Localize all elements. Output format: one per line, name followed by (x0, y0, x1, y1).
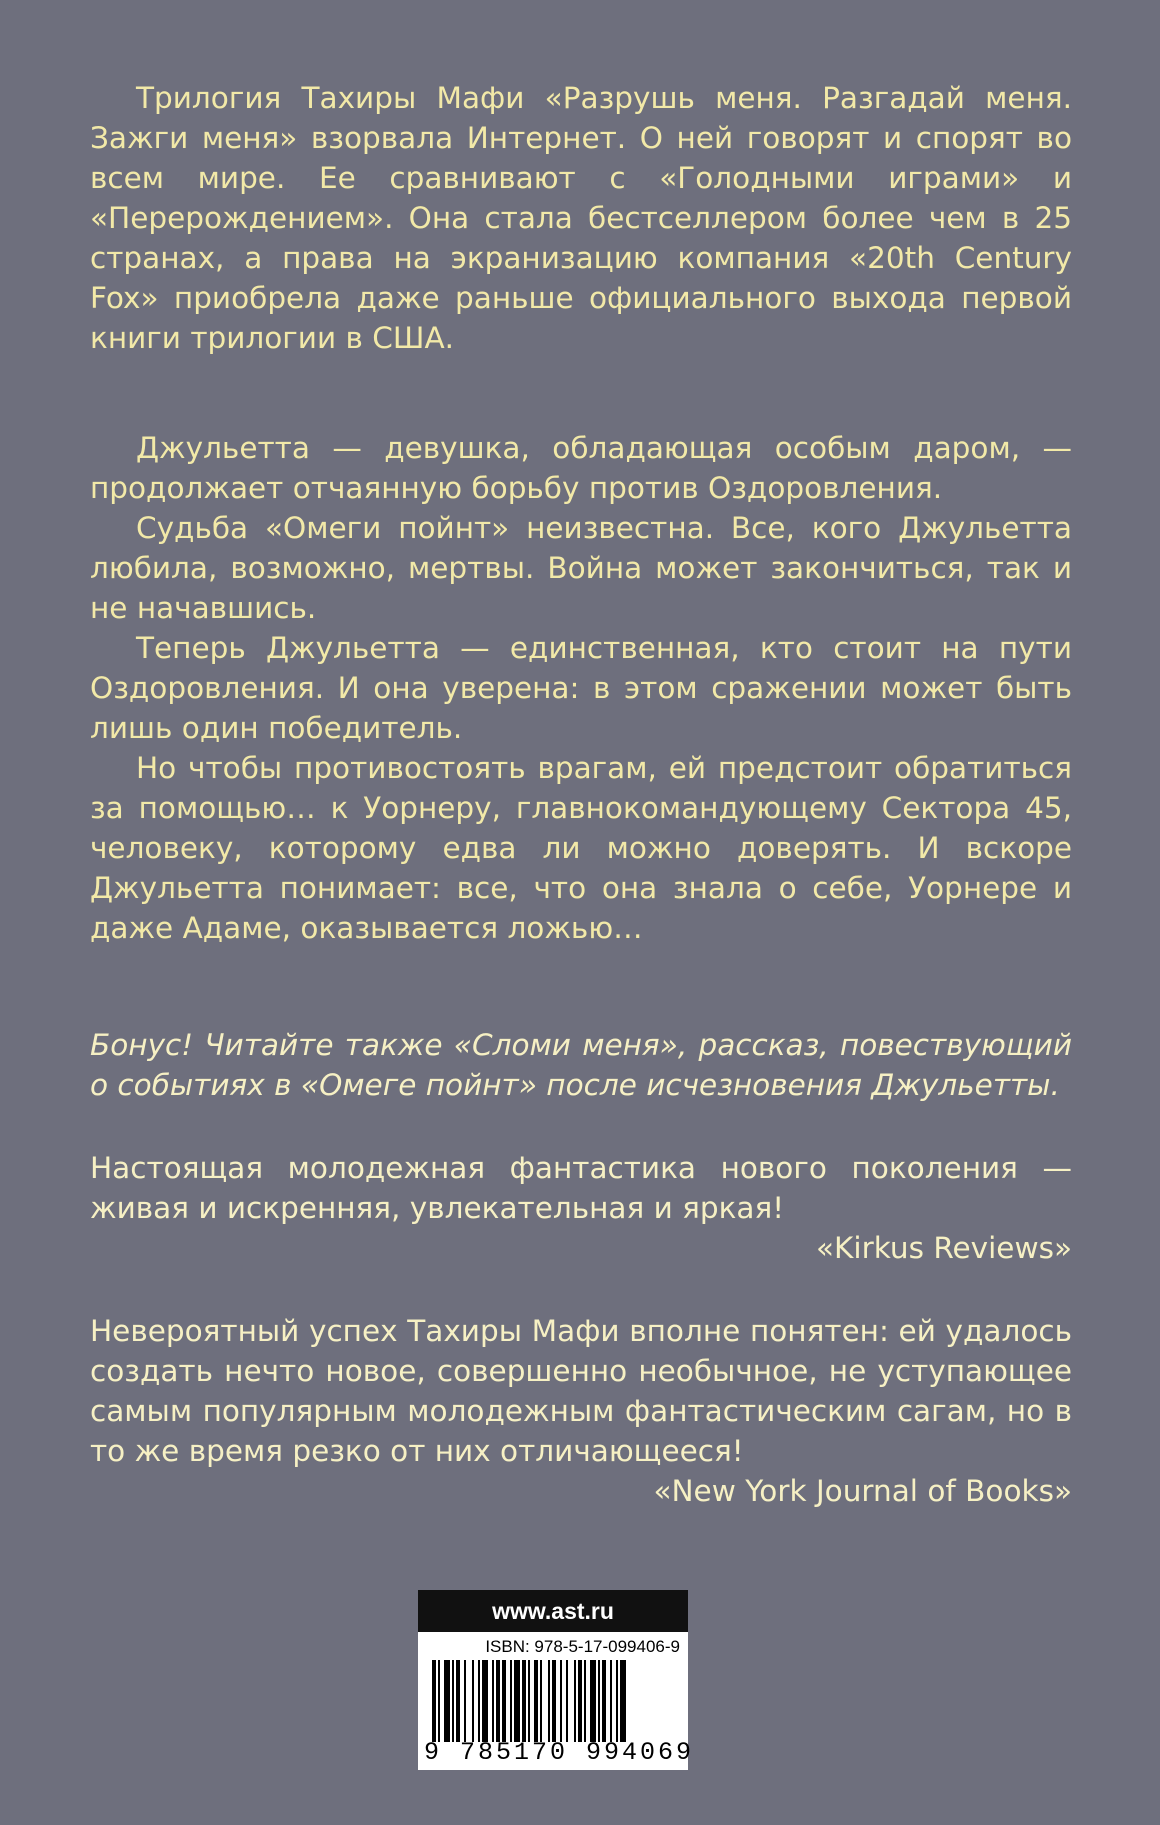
bonus-text: Бонус! Читайте также «Сломи меня», рассказ, повествующий о событиях в «Омеге пойнт» после исчезновения Джульетты. (90, 1028, 1072, 1102)
barcode-bar (496, 1660, 500, 1742)
barcode-bars (432, 1660, 678, 1742)
barcode-bar (616, 1660, 618, 1742)
annotation-plot (90, 428, 1072, 948)
barcode-bar (478, 1660, 480, 1742)
barcode-bar (482, 1660, 488, 1742)
barcode-bar (590, 1660, 596, 1742)
barcode-bar (472, 1660, 474, 1742)
barcode-bar (540, 1660, 542, 1742)
review-quote-nyjb (90, 1311, 1072, 1511)
barcode-bar (452, 1660, 454, 1742)
paragraph-omega-point: Судьба «Омеги пойнт» неизвестна. Все, кого Джульетта любила, возможно, мертвы. Война может закончиться, так и не начавшись. (90, 511, 1072, 625)
barcode-bar (552, 1660, 556, 1742)
barcode-bar (510, 1660, 512, 1742)
barcode-bar (456, 1660, 460, 1742)
barcode-bar (598, 1660, 600, 1742)
barcode-bar (602, 1660, 606, 1742)
barcode-bar (574, 1660, 576, 1742)
barcode-bar (566, 1660, 568, 1742)
paragraph-intro: Трилогия Тахиры Мафи «Разрушь меня. Разгадай меня. Зажги меня» взорвала Интернет. О ней говорят и спорят во всем мире. Ее сравнивают с «Голодными играми» и «Перерождением». Она стала бестселлером более чем в 25 странах, а права на экранизацию компания «20th Century Fox» приобрела даже раньше официального выхода первой книги трилогии в США. (90, 81, 1072, 355)
barcode-bar (610, 1660, 612, 1742)
barcode-bar (560, 1660, 562, 1742)
review-source: «New York Journal of Books» (653, 1474, 1072, 1508)
barcode-bar (578, 1660, 582, 1742)
barcode-bar (620, 1660, 626, 1742)
barcode-bar (502, 1660, 506, 1742)
barcode-bar (548, 1660, 550, 1742)
review-quote-kirkus (90, 1148, 1072, 1268)
publisher-website: www.ast.ru (418, 1590, 688, 1632)
paragraph-juliette: Джульетта — девушка, обладающая особым даром, — продолжает отчаянную борьбу против Оздоровления. (90, 431, 1072, 505)
review-text: Невероятный успех Тахиры Мафи вполне понятен: ей удалось создать нечто новое, совершенно необычное, не уступающее самым популярным молодежным фантастическим сагам, но в то же время резко от них отличающееся! (90, 1314, 1072, 1468)
barcode-digits: 9 785170 994069 (424, 1738, 695, 1767)
annotation-intro (90, 78, 1072, 358)
barcode-bar (492, 1660, 494, 1742)
barcode-bar (534, 1660, 538, 1742)
barcode-box (418, 1590, 695, 1770)
barcode-bar (464, 1660, 466, 1742)
barcode-bar (584, 1660, 586, 1742)
barcode-bar (522, 1660, 526, 1742)
review-source: «Kirkus Reviews» (815, 1231, 1072, 1265)
paragraph-restoration: Теперь Джульетта — единственная, кто стоит на пути Оздоровления. И она уверена: в этом сражении может быть лишь один победитель. (90, 631, 1072, 745)
paragraph-warner: Но чтобы противостоять врагам, ей предстоит обратиться за помощью… к Уорнеру, главнокомандующему Сектора 45, человеку, которому едва ли можно доверять. И вскоре Джульетта понимает: все, что она знала о себе, Уорнере и даже Адаме, оказывается ложью… (90, 751, 1072, 945)
bonus-note (90, 1025, 1072, 1105)
review-text: Настоящая молодежная фантастика нового поколения — живая и искренняя, увлекательная и яркая! (90, 1151, 1072, 1225)
barcode-bar (528, 1660, 530, 1742)
barcode-bar (438, 1660, 440, 1742)
barcode-bar (432, 1660, 436, 1742)
barcode-bar (444, 1660, 450, 1742)
barcode-bar (514, 1660, 520, 1742)
isbn-label: ISBN: 978-5-17-099406-9 (485, 1637, 680, 1656)
